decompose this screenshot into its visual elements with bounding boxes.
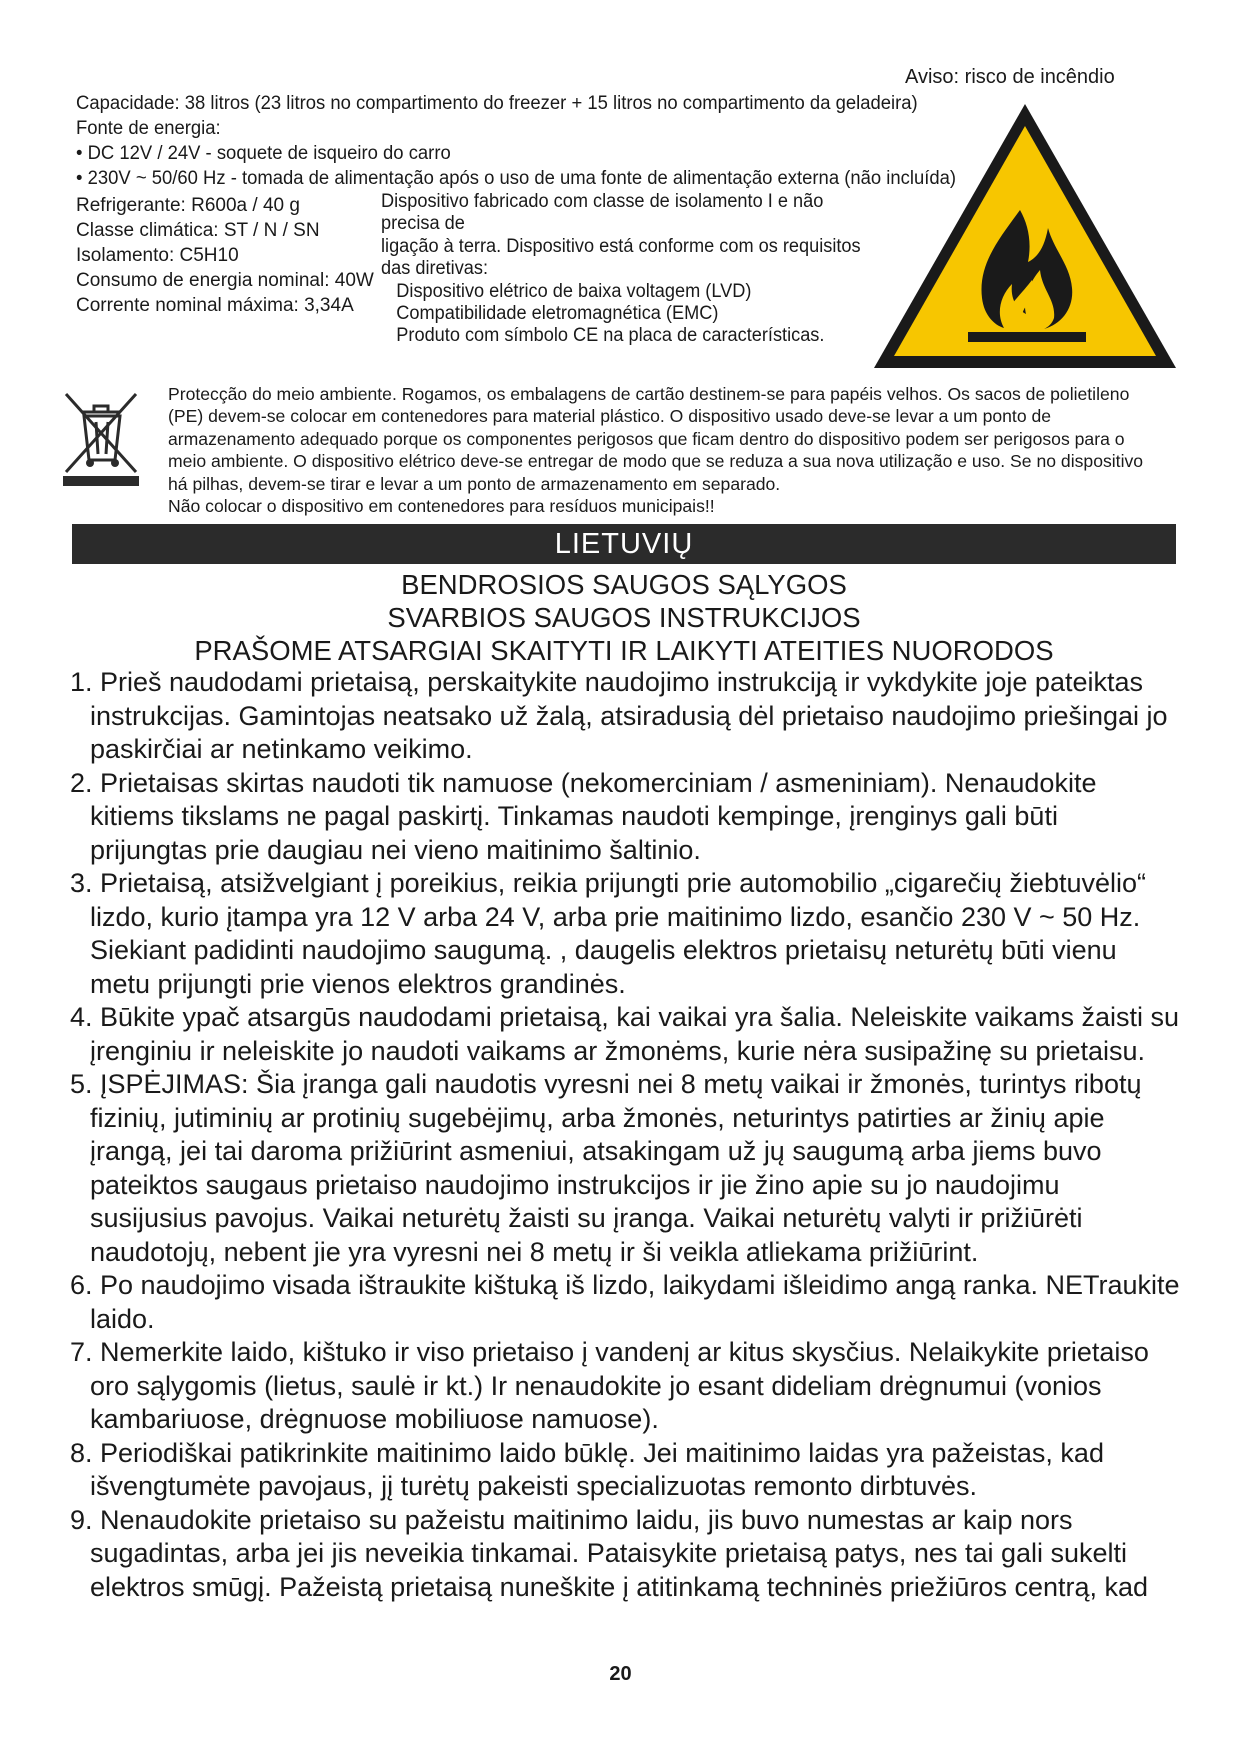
safety-rule: 3. Prietaisą, atsižvelgiant į poreikius, reikia prijungti prie automobilio „cigarečių žiebtuvėlio“ lizdo, kurio įtampa yra 12 V arba 24 V, arba prie maitinimo lizdo, esančio 230 V ~ 50 Hz. Siekiant padidinti naudojimo saugumą. , daugelis elektros prietaisų neturėtų būti vienu metu prijungti prie vienos elektros grandinės. <box>70 868 1147 999</box>
spec-line: Isolamento: C5H10 <box>76 245 239 266</box>
safety-rule: 1. Prieš naudodami prietaisą, perskaitykite naudojimo instrukciją ir vykdykite joje pateiktas instrukcijas. Gamintojas neatsako už žalą, atsiradusią dėl prietaiso naudojimo priešingai jo paskirčiai ar netinkamo veikimo. <box>70 667 1168 764</box>
environment-line: há pilhas, devem-se tirar e levar a um ponto de armazenamento em separado. <box>168 473 781 494</box>
section-subheading: SVARBIOS SAUGOS INSTRUKCIJOS <box>387 602 861 633</box>
spec-capacity: Capacidade: 38 litros (23 litros no compartimento do freezer + 15 litros no compartimento da geladeira) <box>76 93 918 114</box>
spec-header-lines <box>76 91 956 191</box>
safety-rule: 5. ĮSPĖJIMAS: Šia įranga gali naudotis vyresni nei 8 metų vaikai ir žmonės, turintys ribotų fizinių, jutiminių ar protinių sugebėjimų, arba žmonės, neturintys patirties ar žinių apie įrangą, jei tai daroma prižiūrint asmeniui, atsakingam už jų saugumą arba jiems buvo pateiktos saugaus prietaiso naudojimo instrukcijos ir jie žino apie su jo naudojimu susijusius pavojus. Vaikai neturėtų žaisti su įranga. Vaikai neturėtų valyti ir prižiūrėti naudotojų, nebent jie yra vyresni nei 8 metų ir ši veikla atliekama prižiūrint. <box>70 1069 1142 1267</box>
spec-line: Produto com símbolo CE na placa de características. <box>396 325 825 347</box>
spec-line: das diretivas: <box>381 258 489 280</box>
spec-left-column <box>76 193 374 318</box>
spec-line: Corrente nominal máxima: 3,34A <box>76 295 354 316</box>
safety-rule: 8. Periodiškai patikrinkite maitinimo laido būklę. Jei maitinimo laidas yra pažeistas, kad išvengtumėte pavojaus, jį turėtų pakeisti specializuotas remonto dirbtuvės. <box>70 1437 1104 1501</box>
spec-line: Refrigerante: R600a / 40 g <box>76 195 300 216</box>
spec-power-title: Fonte de energia: <box>76 118 221 139</box>
spec-line: Dispositivo elétrico de baixa voltagem (LVD) <box>396 280 752 302</box>
spec-right-column <box>381 191 861 348</box>
safety-rule: 6. Po naudojimo visada ištraukite kištuką iš lizdo, laikydami išleidimo angą ranka. NETraukite laido. <box>70 1270 1180 1334</box>
spec-line: precisa de <box>381 213 465 235</box>
spec-line: Consumo de energia nominal: 40W <box>76 270 374 291</box>
environment-line: armazenamento adequado porque os componentes perigosos que ficam dentro do dispositivo podem ser perigosos para o <box>168 428 1125 449</box>
crossed-out-wheelie-bin-icon <box>60 388 142 488</box>
spec-power-dc: • DC 12V / 24V - soquete de isqueiro do carro <box>76 143 451 164</box>
section-instruction: PRAŠOME ATSARGIAI SKAITYTI IR LAIKYTI ATEITIES NUORODOS <box>194 635 1054 666</box>
spec-line: Compatibilidade eletromagnética (EMC) <box>396 303 719 325</box>
fire-warning-caption: Aviso: risco de incêndio <box>905 66 1115 88</box>
spec-line: ligação à terra. Dispositivo está conforme com os requisitos <box>381 235 861 257</box>
safety-rule: 9. Nenaudokite prietaiso su pažeistu maitinimo laidu, jis buvo numestas ar kaip nors sugadintas, arba jei jis neveikia tinkamai. Pataisykite prietaisą patys, nes tai gali sukelti elektros smūgį. Pažeistą prietaisą nuneškite į atitinkamą techninės priežiūros centrą, kad <box>70 1504 1149 1602</box>
section-heading: BENDROSIOS SAUGOS SĄLYGOS <box>401 569 847 600</box>
safety-rule: 4. Būkite ypač atsargūs naudodami prietaisą, kai vaikai yra šalia. Neleiskite vaikams žaisti su įrenginiu ir neleiskite jo naudoti vaikams ar žmonėms, kurie nėra susipažinę su prietaisu. <box>70 1002 1180 1066</box>
environment-notice <box>168 383 1183 517</box>
environment-line: (PE) devem-se colocar em contenedores para material plástico. O dispositivo usado deve-se levar a um ponto de <box>168 406 1052 427</box>
safety-rules-list <box>70 666 1180 1604</box>
spec-power-ac: • 230V ~ 50/60 Hz - tomada de alimentação após o uso de uma fonte de alimentação externa (não incluída) <box>76 168 957 189</box>
spec-line: Dispositivo fabricado com classe de isolamento I e não <box>381 191 824 212</box>
safety-rule: 2. Prietaisas skirtas naudoti tik namuose (nekomerciniam / asmeniniam). Nenaudokite kitiems tikslams ne pagal paskirtį. Tinkamas naudoti kempinge, įrenginys gali būti prijungtas prie daugiau nei vieno maitinimo šaltinio. <box>70 767 1097 865</box>
environment-line: Não colocar o dispositivo em contenedores para resíduos municipais!! <box>168 496 715 517</box>
environment-line: meio ambiente. O dispositivo elétrico deve-se entregar de modo que se reduza a sua nova utilização e uso. Se no dispositivo <box>168 451 1144 472</box>
safety-rule: 7. Nemerkite laido, kištuko ir viso prietaiso į vandenį ar kitus skysčius. Nelaikykite prietaiso oro sąlygomis (lietus, saulė ir kt.) Ir nenaudokite jo esant dideliam drėgnumui (vonios kambariuose, drėgnuose mobiliuose namuose). <box>70 1337 1149 1434</box>
language-section-bar: LIETUVIŲ <box>72 524 1176 564</box>
page-number: 20 <box>609 1663 632 1685</box>
spec-line: Classe climática: ST / N / SN <box>76 220 320 241</box>
environment-line: Protecção do meio ambiente. Rogamos, os embalagens de cartão destinem-se para papéis velhos. Os sacos de polietileno <box>168 384 1130 404</box>
